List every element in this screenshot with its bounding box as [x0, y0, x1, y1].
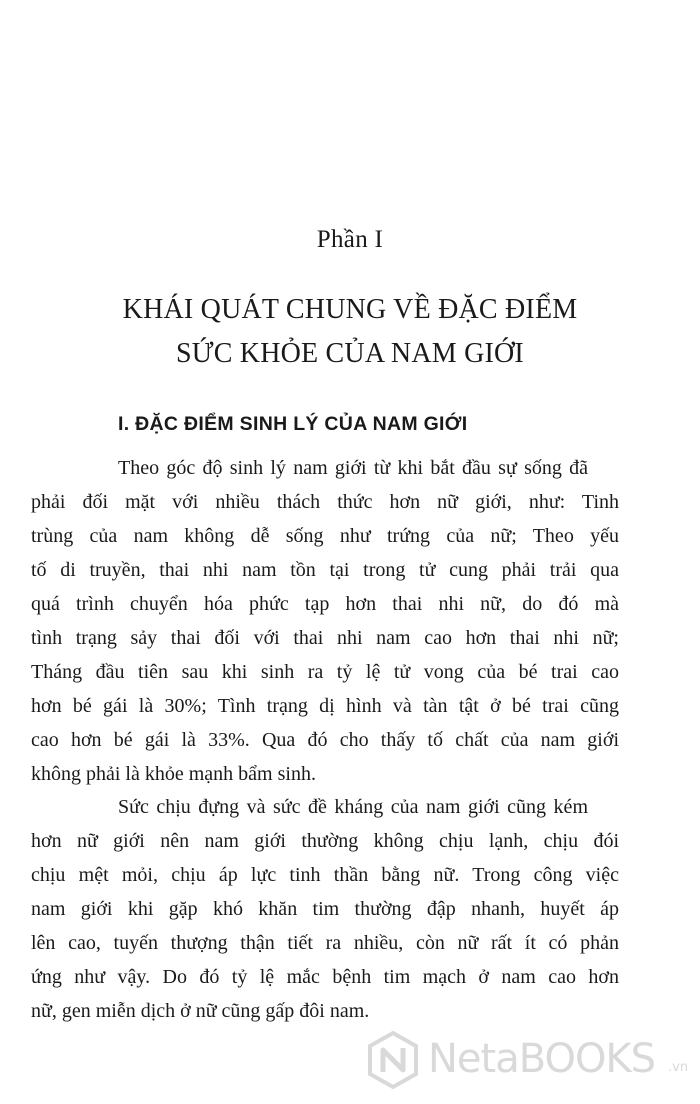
paragraph-line: phải đối mặt với nhiều thách thức hơn nữ giới, như: Tinh: [31, 491, 619, 513]
paragraph-line: tố di truyền, thai nhi nam tồn tại trong tử cung phải trải qua: [31, 559, 619, 581]
paragraph-line: cao hơn bé gái là 33%. Qua đó cho thấy tố chất của nam giới: [31, 729, 619, 751]
paragraph-line: nam giới khi gặp khó khăn tim thường đập nhanh, huyết áp: [31, 898, 619, 920]
paragraph-2: [31, 790, 619, 1028]
paragraph-line: Sức chịu đựng và sức đề kháng của nam giới cũng kém: [118, 796, 588, 818]
paragraph-line: ứng như vậy. Do đó tỷ lệ mắc bệnh tim mạch ở nam cao hơn: [31, 966, 619, 988]
paragraph-line: không phải là khỏe mạnh bẩm sinh.: [31, 763, 316, 785]
netabooks-watermark: [366, 1030, 700, 1094]
section-heading: I. ĐẶC ĐIỂM SINH LÝ CỦA NAM GIỚI: [118, 413, 468, 435]
paragraph-line: hơn nữ giới nên nam giới thường không chịu lạnh, chịu đói: [31, 830, 619, 852]
paragraph-line: trùng của nam không dễ sống như trứng của nữ; Theo yếu: [31, 525, 619, 547]
paragraph-line: quá trình chuyển hóa phức tạp hơn thai nhi nữ, do đó mà: [31, 593, 619, 615]
part-title: Phần I: [316, 226, 384, 253]
watermark-brand: NetaBOOKS: [428, 1036, 656, 1082]
paragraph-line: chịu mệt mỏi, chịu áp lực tinh thần bằng nữ. Trong công việc: [31, 864, 619, 886]
paragraph-1: [31, 451, 619, 791]
paragraph-line: lên cao, tuyến thượng thận tiết ra nhiều, còn nữ rất ít có phản: [31, 932, 619, 954]
watermark-suffix: .vn: [668, 1060, 689, 1075]
paragraph-line: Tháng đầu tiên sau khi sinh ra tỷ lệ tử vong của bé trai cao: [31, 661, 619, 683]
paragraph-line: hơn bé gái là 30%; Tình trạng dị hình và tàn tật ở bé trai cũng: [31, 695, 619, 717]
paragraph-line: Theo góc độ sinh lý nam giới từ khi bắt đầu sự sống đã: [118, 457, 588, 479]
n-hexagon-logo-icon: [366, 1030, 420, 1090]
paragraph-line: tình trạng sảy thai đối với thai nhi nam cao hơn thai nhi nữ;: [31, 627, 619, 649]
paragraph-line: nữ, gen miễn dịch ở nữ cũng gấp đôi nam.: [31, 1000, 370, 1022]
chapter-title: [60, 288, 640, 376]
chapter-title-line-1: KHÁI QUÁT CHUNG VỀ ĐẶC ĐIỂM: [122, 294, 578, 325]
chapter-title-line-2: SỨC KHỎE CỦA NAM GIỚI: [176, 338, 524, 369]
